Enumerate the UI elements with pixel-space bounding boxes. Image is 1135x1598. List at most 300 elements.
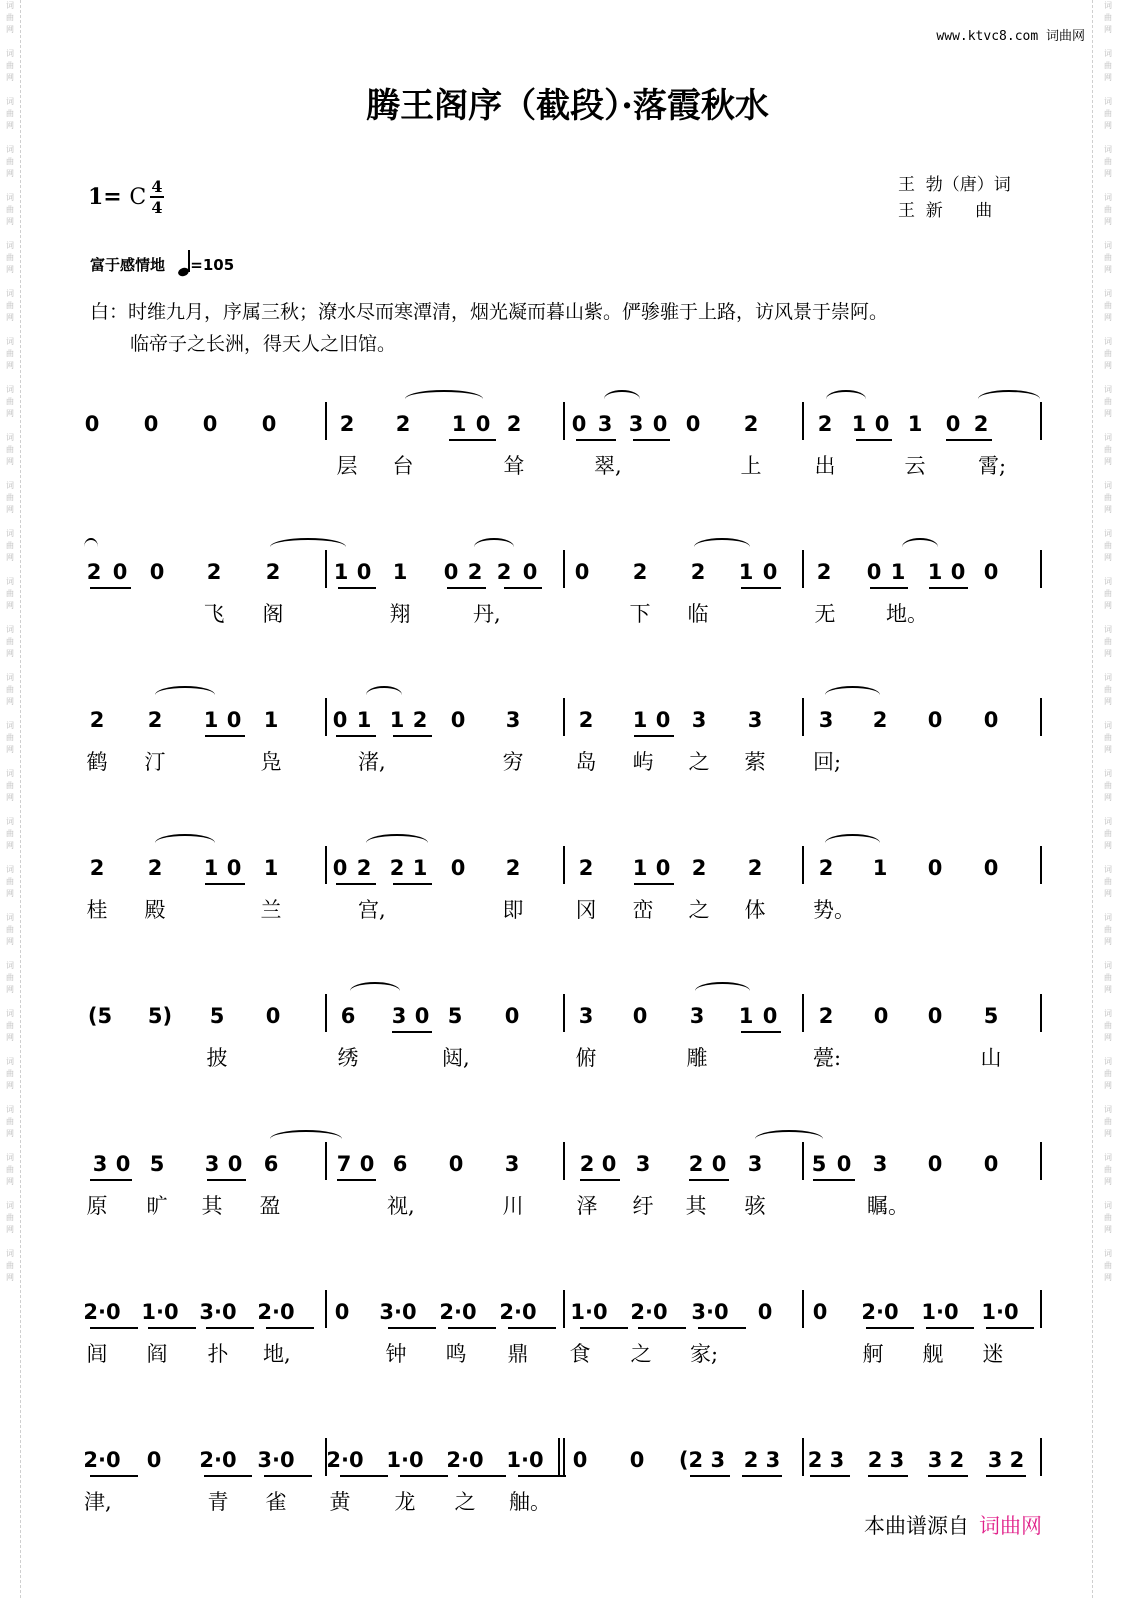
beam-underline [206, 1327, 254, 1329]
bar-line [325, 1290, 327, 1328]
footer-brand[interactable]: 词曲网 [979, 1514, 1042, 1538]
beam-underline [204, 1475, 252, 1477]
note: 1 [907, 412, 923, 436]
lyric-char: 其 [685, 1194, 707, 1218]
note: 1 [738, 1004, 754, 1028]
lyric-char: 鹤 [86, 750, 108, 774]
watermark-right: 词 曲 网 词 曲 网 词 曲 网 词 曲 网 词 曲 网 词 曲 网 词 曲 网 词 曲 网 词 曲 网 词 曲 网 词 曲 网 词 曲 网 词 曲 网 词 曲 网 词 曲 网 词 曲 网 词 曲 网 词 曲 网 词 曲 网 词 曲 网 词 曲 网 词 曲 网 词 曲 网 词 曲 网 词 曲 网 词 曲 网 词 曲 网 [1104, 1, 1112, 1282]
slur-arc [695, 982, 750, 1000]
beam-underline [447, 587, 486, 589]
note: 2 [578, 856, 594, 880]
beam-underline [266, 1327, 314, 1329]
note: 3 [628, 412, 644, 436]
beam-underline [90, 1327, 138, 1329]
lyrics-line [0, 1338, 1135, 1368]
note: 2·0 [499, 1300, 537, 1324]
slur-arc [350, 982, 400, 1000]
lyric-char: 雕 [686, 1046, 708, 1070]
note: 1 [451, 412, 467, 436]
note: 3 2 [987, 1448, 1025, 1472]
note: 0 [983, 1152, 999, 1176]
note: 0 [475, 412, 491, 436]
note: 2 [147, 856, 163, 880]
note: 0 [866, 560, 882, 584]
notes-line [0, 1150, 1135, 1190]
lyric-char: 闼, [442, 1046, 470, 1070]
slur-arc [825, 834, 880, 852]
lyric-char: 钟 [385, 1342, 407, 1366]
bar-line [802, 1290, 804, 1328]
lyric-char: 甍: [813, 1046, 842, 1070]
note: 0 [448, 1152, 464, 1176]
time-top: 4 [151, 177, 163, 196]
lyric-char: 台 [392, 454, 414, 478]
watermark-left: 词 曲 网 词 曲 网 词 曲 网 词 曲 网 词 曲 网 词 曲 网 词 曲 网 词 曲 网 词 曲 网 词 曲 网 词 曲 网 词 曲 网 词 曲 网 词 曲 网 词 曲 网 词 曲 网 词 曲 网 词 曲 网 词 曲 网 词 曲 网 词 曲 网 词 曲 网 词 曲 网 词 曲 网 词 曲 网 词 曲 网 词 曲 网 [6, 1, 14, 1282]
beam-underline [690, 1475, 730, 1477]
note: 0 [115, 1152, 131, 1176]
note: 0 [927, 856, 943, 880]
slur-arc [755, 1130, 823, 1148]
note: 3 [597, 412, 613, 436]
notes-line [0, 854, 1135, 894]
slur-arc [366, 834, 428, 852]
lyric-char: 舰 [922, 1342, 944, 1366]
notes-line [0, 1002, 1135, 1042]
note: 0 [227, 1152, 243, 1176]
note: 1 [356, 708, 372, 732]
beam-underline [400, 1475, 448, 1477]
lyric-char: 之 [688, 750, 710, 774]
slur-arc [405, 390, 483, 408]
note: 0 [265, 1004, 281, 1028]
note: 2 [818, 1004, 834, 1028]
note: 0 [414, 1004, 430, 1028]
note: 5) [147, 1004, 173, 1028]
lyric-char: 其 [201, 1194, 223, 1218]
note: 0 [359, 1152, 375, 1176]
note: 0 [655, 708, 671, 732]
note: 0 [202, 412, 218, 436]
bar-line [563, 994, 565, 1032]
note: 0 [443, 560, 459, 584]
beam-underline [986, 1475, 1026, 1477]
bar-line [563, 698, 565, 736]
lyric-char: 上 [740, 454, 762, 478]
note: 0 [522, 560, 538, 584]
note: 1 [632, 856, 648, 880]
note: 2 [395, 412, 411, 436]
note: 1 [412, 856, 428, 880]
note: 0 [601, 1152, 617, 1176]
note: 2·0 [257, 1300, 295, 1324]
beam-underline [929, 587, 968, 589]
lyric-char: 青 [207, 1490, 229, 1514]
beam-underline [580, 1327, 628, 1329]
lyric-char: 无 [814, 602, 836, 626]
lyric-char: 黄 [329, 1490, 351, 1514]
footer [864, 1510, 1042, 1540]
note: 6 [392, 1152, 408, 1176]
notes-line [0, 1446, 1135, 1486]
note: 3 [818, 708, 834, 732]
lyric-char: 泽 [576, 1194, 598, 1218]
beam-underline [337, 1179, 376, 1181]
notes-line [0, 1298, 1135, 1338]
lyric-char: 俯 [575, 1046, 597, 1070]
lyric-char: 耸 [503, 454, 525, 478]
beam-underline [946, 439, 992, 441]
lyric-char: 阁 [262, 602, 284, 626]
note: 3 [578, 1004, 594, 1028]
footer-text: 本曲谱源自 [864, 1514, 969, 1538]
lyric-char: 地, [263, 1342, 291, 1366]
note: 0 [945, 412, 961, 436]
slur-arc [825, 686, 880, 704]
slur-arc [270, 1130, 342, 1148]
lyric-char: 岛 [575, 750, 597, 774]
note: 0 [685, 412, 701, 436]
lyric-char: 层 [336, 454, 358, 478]
lyric-char: 翠, [594, 454, 622, 478]
double-bar-line [558, 1438, 560, 1476]
note: 0 [332, 856, 348, 880]
note: 1 [263, 856, 279, 880]
beam-underline [698, 1327, 746, 1329]
bar-line [802, 550, 804, 588]
note: (2 3 [678, 1448, 726, 1472]
note: 0 [504, 1004, 520, 1028]
beam-underline [986, 1327, 1034, 1329]
lyrics-line [0, 894, 1135, 924]
bar-line [802, 994, 804, 1032]
bar-line [563, 846, 565, 884]
note: 0 [983, 560, 999, 584]
lyric-char: 殿 [144, 898, 166, 922]
lyric-char: 之 [688, 898, 710, 922]
note: 0 [927, 1004, 943, 1028]
beam-underline [90, 1179, 132, 1181]
note: 2 [86, 560, 102, 584]
lyric-char: 汀 [144, 750, 166, 774]
slur-arc [474, 538, 514, 556]
bar-line [802, 846, 804, 884]
beam-underline [205, 735, 245, 737]
note: 1·0 [921, 1300, 959, 1324]
beam-underline [813, 1179, 855, 1181]
beam-underline [338, 587, 376, 589]
lyric-char: 视, [387, 1194, 415, 1218]
note: 2 [579, 1152, 595, 1176]
note: 2 [339, 412, 355, 436]
bar-line [563, 402, 565, 440]
lyric-char: 屿 [632, 750, 654, 774]
slur-arc [366, 686, 402, 704]
note: 2·0 [630, 1300, 668, 1324]
note: 1 [927, 560, 943, 584]
song-title: 腾王阁序（截段）·落霞秋水 [366, 86, 769, 126]
note: 1 [203, 856, 219, 880]
note: 3 [635, 1152, 651, 1176]
note: 3 [391, 1004, 407, 1028]
lyric-char: 体 [744, 898, 766, 922]
note: 3 [747, 1152, 763, 1176]
note: 3·0 [257, 1448, 295, 1472]
bar-line [1040, 1142, 1042, 1180]
note: 1 [333, 560, 349, 584]
lyrics-line [0, 450, 1135, 480]
lyric-char: 桂 [86, 898, 108, 922]
note: 0 [812, 1300, 828, 1324]
lyric-char: 家; [690, 1342, 719, 1366]
lyric-char: 旷 [146, 1194, 168, 1218]
lyric-char: 出 [814, 454, 836, 478]
slur-arc [84, 538, 98, 556]
note: 0 [873, 1004, 889, 1028]
lyric-char: 凫 [260, 750, 282, 774]
key-note: C [129, 185, 147, 210]
beam-underline [518, 1475, 566, 1477]
time-bottom: 4 [151, 198, 163, 217]
bar-line [802, 698, 804, 736]
note: 2 [743, 412, 759, 436]
note: 5 [149, 1152, 165, 1176]
lyric-char: 下 [629, 602, 651, 626]
beam-underline [870, 587, 908, 589]
note: 0 [762, 1004, 778, 1028]
note: 2 [506, 412, 522, 436]
note: 3 [872, 1152, 888, 1176]
bar-line [325, 846, 327, 884]
note: 0 [572, 1448, 588, 1472]
note: 5 [447, 1004, 463, 1028]
score-row [0, 854, 1135, 964]
lyric-char: 兰 [260, 898, 282, 922]
narration-line-2: 临帝子之长洲，得天人之旧馆。 [130, 333, 397, 355]
note: 1·0 [386, 1448, 424, 1472]
note: 1 [392, 560, 408, 584]
lyric-char: 穷 [502, 750, 524, 774]
beam-underline [393, 883, 432, 885]
note: 2 [89, 856, 105, 880]
note: 2 [818, 856, 834, 880]
note: 3·0 [199, 1300, 237, 1324]
bar-line [325, 698, 327, 736]
lyric-char: 渚, [358, 750, 386, 774]
beam-underline [448, 1327, 496, 1329]
beam-underline [90, 1475, 138, 1477]
time-signature [150, 178, 164, 216]
note: 0 [571, 412, 587, 436]
beam-underline [207, 1179, 246, 1181]
note: 2·0 [199, 1448, 237, 1472]
note: 2 [872, 708, 888, 732]
note: 1 [890, 560, 906, 584]
lyric-char: 鼎 [507, 1342, 529, 1366]
note: 2 [412, 708, 428, 732]
beam-underline [340, 1475, 388, 1477]
note: 2·0 [83, 1448, 121, 1472]
beam-underline [810, 1475, 850, 1477]
note: 1·0 [981, 1300, 1019, 1324]
beam-underline [741, 1031, 781, 1033]
lyric-char: 迷 [982, 1342, 1004, 1366]
lyric-char: 山 [980, 1046, 1002, 1070]
note: 2 [690, 560, 706, 584]
lyric-char: 骇 [744, 1194, 766, 1218]
note: 1 [203, 708, 219, 732]
lyric-char: 阎 [146, 1342, 168, 1366]
tempo-marking [90, 250, 234, 276]
note: 0 [334, 1300, 350, 1324]
note: 2 3 [867, 1448, 905, 1472]
note: 0 [261, 412, 277, 436]
lyric-char: 龙 [394, 1490, 416, 1514]
quarter-note-icon [178, 250, 190, 276]
credits [898, 172, 1011, 224]
lyric-char: 舸 [862, 1342, 884, 1366]
note: 0 [84, 412, 100, 436]
note: 3 [204, 1152, 220, 1176]
note: 0 [574, 560, 590, 584]
note: 0 [149, 560, 165, 584]
note: 0 [332, 708, 348, 732]
note: 2 [747, 856, 763, 880]
note: 0 [836, 1152, 852, 1176]
note: 2 3 [743, 1448, 781, 1472]
score-row [0, 410, 1135, 520]
beam-underline [856, 439, 892, 441]
beam-underline [508, 1327, 556, 1329]
lyric-char: 回; [813, 750, 842, 774]
note: 2 [496, 560, 512, 584]
note: 2 [578, 708, 594, 732]
lyric-char: 云 [904, 454, 926, 478]
beam-underline [336, 883, 376, 885]
bar-line [1040, 550, 1042, 588]
note: 5 [209, 1004, 225, 1028]
tempo-text: 富于感情地 [90, 256, 166, 274]
lyric-char: 宫, [358, 898, 386, 922]
slur-arc [270, 538, 346, 556]
beam-underline [689, 1179, 729, 1181]
lyric-char: 飞 [203, 602, 225, 626]
narration [90, 296, 888, 360]
slur-arc [604, 390, 640, 408]
lyrics-line [0, 1042, 1135, 1072]
note: 0 [874, 412, 890, 436]
beam-underline [388, 1327, 436, 1329]
note: 2 [467, 560, 483, 584]
beam-underline [638, 1327, 686, 1329]
notes-line [0, 706, 1135, 746]
score-row [0, 558, 1135, 668]
lyric-char: 势。 [813, 898, 855, 922]
lyric-char: 原 [86, 1194, 108, 1218]
bar-line [563, 1438, 565, 1476]
slur-arc [902, 538, 938, 556]
lyric-char: 霄; [978, 454, 1007, 478]
lyric-char: 雀 [265, 1490, 287, 1514]
score-row [0, 1298, 1135, 1408]
beam-underline [868, 1475, 908, 1477]
note: 3 [504, 1152, 520, 1176]
beam-underline [926, 1327, 974, 1329]
note: 1 [738, 560, 754, 584]
lyricist: 王 勃（唐）词 [898, 175, 1011, 195]
site-url[interactable]: www.ktvc8.com 词曲网 [936, 29, 1085, 44]
bar-line [1040, 1290, 1042, 1328]
note: 3·0 [691, 1300, 729, 1324]
beam-underline [449, 439, 496, 441]
slur-arc [826, 390, 866, 408]
beam-underline [742, 1475, 782, 1477]
note: 3 [747, 708, 763, 732]
slur-arc [978, 390, 1040, 408]
bar-line [325, 994, 327, 1032]
note: 5 [811, 1152, 827, 1176]
note: 1 [632, 708, 648, 732]
note: 0 [950, 560, 966, 584]
note: 7 [336, 1152, 352, 1176]
note: 3 [691, 708, 707, 732]
note: 0 [632, 1004, 648, 1028]
note: 2·0 [861, 1300, 899, 1324]
note: 0 [143, 412, 159, 436]
beam-underline [393, 735, 432, 737]
beam-underline [928, 1475, 968, 1477]
lyric-char: 舳。 [509, 1490, 551, 1514]
beam-underline [205, 883, 245, 885]
note: 2·0 [439, 1300, 477, 1324]
score-row [0, 1150, 1135, 1260]
note: 0 [983, 856, 999, 880]
beam-underline [634, 883, 674, 885]
note: 2 [147, 708, 163, 732]
lyric-char: 之 [630, 1342, 652, 1366]
lyric-char: 峦 [632, 898, 654, 922]
note: 1 [389, 708, 405, 732]
slur-arc [155, 686, 215, 704]
lyric-char: 地。 [886, 602, 928, 626]
note: 0 [927, 1152, 943, 1176]
lyric-char: 萦 [744, 750, 766, 774]
note: 0 [226, 856, 242, 880]
beam-underline [336, 735, 376, 737]
bar-line [563, 1142, 565, 1180]
tempo-bpm: =105 [190, 256, 235, 274]
beam-underline [392, 1031, 432, 1033]
note: 3 2 [927, 1448, 965, 1472]
note: 0 [112, 560, 128, 584]
slur-arc [155, 834, 215, 852]
note: 3 [505, 708, 521, 732]
note: 6 [340, 1004, 356, 1028]
beam-underline [458, 1475, 506, 1477]
bar-line [1040, 402, 1042, 440]
lyric-char: 即 [502, 898, 524, 922]
score-row [0, 706, 1135, 816]
note: 1 [263, 708, 279, 732]
lyric-char: 瞩。 [867, 1194, 909, 1218]
lyric-char: 冈 [575, 898, 597, 922]
key-signature [88, 184, 146, 210]
score-row [0, 1002, 1135, 1112]
note: 2 [688, 1152, 704, 1176]
note: 2 [356, 856, 372, 880]
note: 2 3 [807, 1448, 845, 1472]
beam-underline [148, 1327, 196, 1329]
note: 2 [816, 560, 832, 584]
